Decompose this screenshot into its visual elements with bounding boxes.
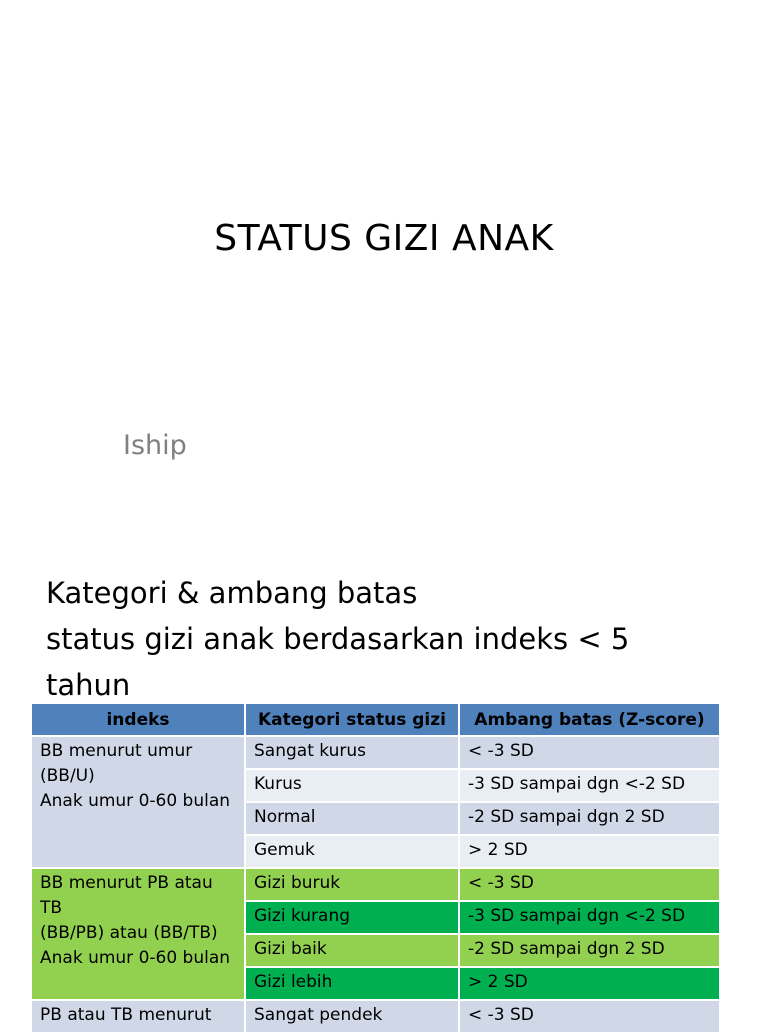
index-cell: BB menurut PB atau TB (BB/PB) atau (BB/TB) Anak umur 0-60 bulan — [31, 868, 245, 1000]
threshold-cell: > 2 SD — [459, 967, 720, 1000]
threshold-cell: > 2 SD — [459, 835, 720, 868]
header-kategori: Kategori status gizi — [245, 703, 459, 736]
status-gizi-table — [30, 702, 721, 1034]
category-cell: Gizi kurang — [245, 901, 459, 934]
threshold-cell: < -3 SD — [459, 1000, 720, 1033]
threshold-cell: -2 SD sampai dgn 2 SD — [459, 802, 720, 835]
category-cell: Sangat kurus — [245, 736, 459, 769]
category-cell: Gizi lebih — [245, 967, 459, 1000]
threshold-cell: -3 SD sampai dgn <-2 SD — [459, 901, 720, 934]
table-header-row — [31, 703, 720, 736]
category-cell: Gizi baik — [245, 934, 459, 967]
table-row — [31, 868, 720, 901]
category-cell: Normal — [245, 802, 459, 835]
header-indeks: indeks — [31, 703, 245, 736]
table-row — [31, 736, 720, 769]
index-cell: PB atau TB menurut — [31, 1000, 245, 1033]
header-ambang: Ambang batas (Z-score) — [459, 703, 720, 736]
slide-subtitle: Iship — [123, 430, 187, 461]
heading-line-3: tahun — [46, 668, 131, 702]
category-cell: Gemuk — [245, 835, 459, 868]
slide-title: STATUS GIZI ANAK — [214, 218, 554, 259]
table-heading — [46, 570, 746, 708]
category-cell: Sangat pendek — [245, 1000, 459, 1033]
category-cell: Gizi buruk — [245, 868, 459, 901]
threshold-cell: < -3 SD — [459, 736, 720, 769]
heading-line-1: Kategori & ambang batas — [46, 576, 418, 610]
index-cell: BB menurut umur (BB/U) Anak umur 0-60 bulan — [31, 736, 245, 868]
table-row — [31, 1000, 720, 1033]
threshold-cell: -2 SD sampai dgn 2 SD — [459, 934, 720, 967]
category-cell: Kurus — [245, 769, 459, 802]
table-slide — [0, 556, 768, 1024]
heading-line-2: status gizi anak berdasarkan indeks < 5 — [46, 622, 630, 656]
threshold-cell: -3 SD sampai dgn <-2 SD — [459, 769, 720, 802]
threshold-cell: < -3 SD — [459, 868, 720, 901]
